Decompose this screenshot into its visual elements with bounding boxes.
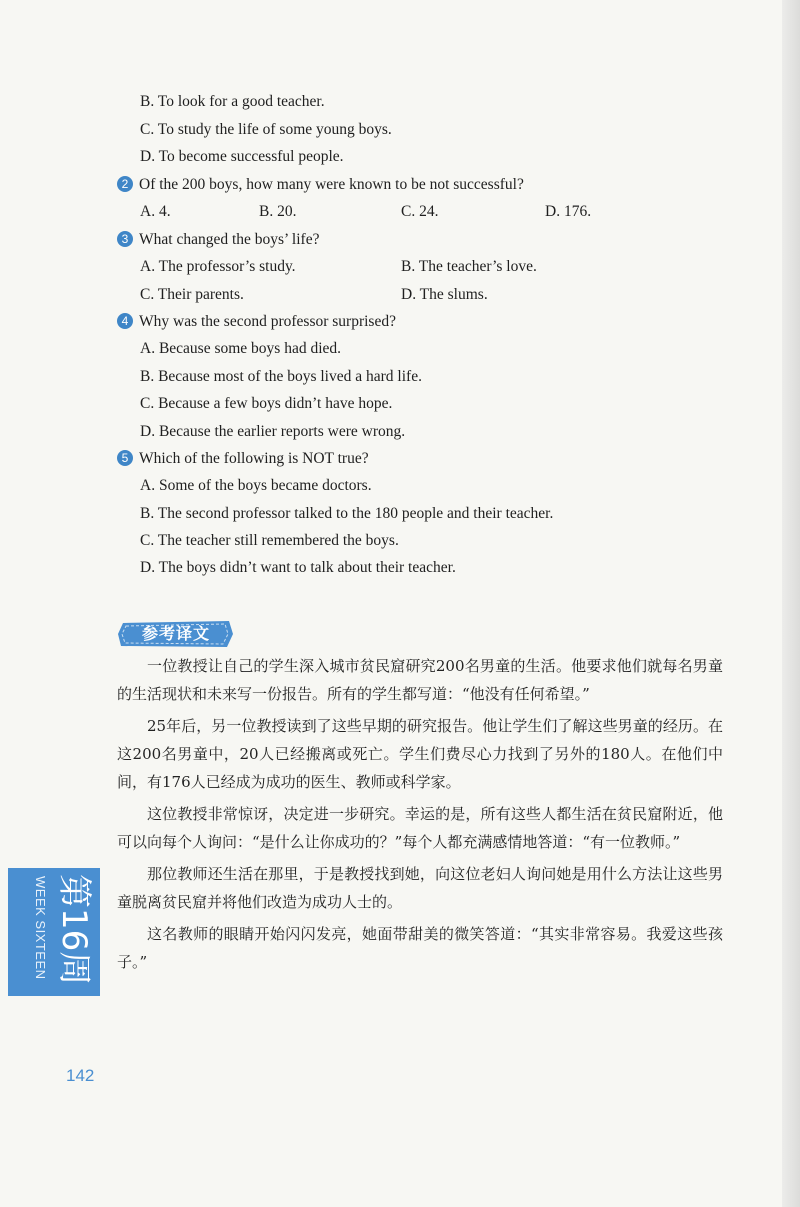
q2-option-b: B. 20.: [259, 203, 297, 220]
translation-heading-banner: [117, 619, 235, 649]
question-2: [117, 175, 524, 195]
translation-body: [117, 652, 723, 980]
translation-paragraph: 一位教授让自己的学生深入城市贫民窟研究200名男童的生活。他要求他们就每名男童的生活现状和未来写一份报告。所有的学生都写道：“他没有任何希望。”: [117, 657, 723, 703]
question-4: [117, 312, 396, 332]
question-text: Which of the following is NOT true?: [139, 450, 369, 467]
question-text: What changed the boys’ life?: [139, 231, 320, 248]
q4-option-b: B. Because most of the boys lived a hard life.: [140, 368, 422, 385]
week-tab-inner: [8, 868, 100, 996]
q4-option-d: D. Because the earlier reports were wrong.: [140, 423, 406, 440]
q2-option-a: A. 4.: [140, 203, 171, 220]
translation-paragraph: 那位教师还生活在那里，于是教授找到她，向这位老妇人询问她是用什么方法让这些男童脱离贫民窟并将他们改造为成功人士的。: [117, 865, 723, 911]
q5-option-a: A. Some of the boys became doctors.: [140, 477, 372, 494]
q1-option-d: D. To become successful people.: [140, 148, 344, 165]
question-number-badge: 5: [117, 450, 133, 466]
question-text: Why was the second professor surprised?: [139, 313, 396, 330]
q2-option-c: C. 24.: [401, 203, 439, 220]
q5-option-b: B. The second professor talked to the 180 people and their teacher.: [140, 505, 554, 522]
q3-option-a: A. The professor’s study.: [140, 258, 296, 275]
question-5: [117, 449, 369, 469]
q5-option-d: D. The boys didn’t want to talk about their teacher.: [140, 559, 456, 576]
q5-option-c: C. The teacher still remembered the boys.: [140, 532, 399, 549]
translation-paragraph: 25年后，另一位教授读到了这些早期的研究报告。他让学生们了解这些男童的经历。在这200名男童中，20人已经搬离或死亡。学生们费尽心力找到了另外的180人。在他们中间，有176人已经成为成功的医生、教师或科学家。: [117, 717, 723, 791]
week-label-chinese: 第16周: [54, 874, 94, 986]
page-edge: [782, 0, 800, 1207]
question-number-badge: 2: [117, 176, 133, 192]
q4-option-a: A. Because some boys had died.: [140, 340, 342, 357]
question-text: Of the 200 boys, how many were known to be not successful?: [139, 176, 524, 193]
week-side-tab: [8, 868, 100, 996]
q2-option-d: D. 176.: [545, 203, 592, 220]
q3-option-c: C. Their parents.: [140, 286, 244, 303]
week-label-english: WEEK SIXTEEN: [33, 876, 48, 980]
q3-option-b: B. The teacher’s love.: [401, 258, 537, 275]
q1-option-b: B. To look for a good teacher.: [140, 93, 325, 110]
question-number-badge: 4: [117, 313, 133, 329]
q3-option-d: D. The slums.: [401, 286, 488, 303]
translation-paragraph: 这名教师的眼睛开始闪闪发亮，她面带甜美的微笑答道：“其实非常容易。我爱这些孩子。”: [117, 925, 723, 971]
question-3: [117, 230, 319, 250]
translation-heading: 参考译文: [141, 624, 210, 643]
question-number-badge: 3: [117, 231, 133, 247]
q4-option-c: C. Because a few boys didn’t have hope.: [140, 395, 393, 412]
translation-paragraph: 这位教授非常惊讶，决定进一步研究。幸运的是，所有这些人都生活在贫民窟附近，他可以向每个人询问：“是什么让你成功的？”每个人都充满感情地答道：“有一位教师。”: [117, 805, 723, 851]
page-number: 142: [66, 1066, 95, 1085]
q1-option-c: C. To study the life of some young boys.: [140, 121, 392, 138]
